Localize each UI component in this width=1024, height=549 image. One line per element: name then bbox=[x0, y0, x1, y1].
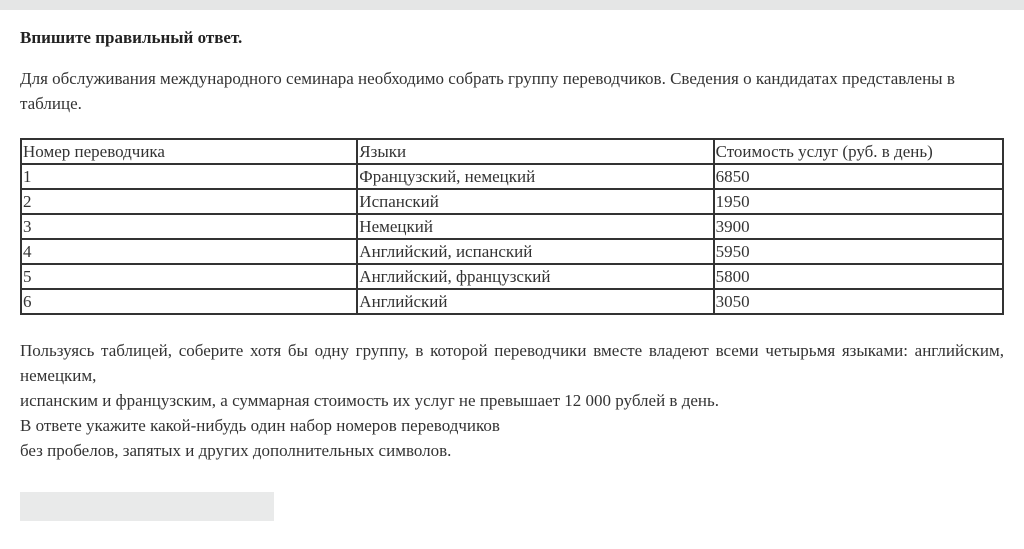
translators-table bbox=[20, 138, 1004, 315]
cell-cost: 3900 bbox=[714, 214, 1003, 239]
cell-number: 1 bbox=[21, 164, 357, 189]
task-line-4: без пробелов, запятых и других дополнительных символов. bbox=[20, 441, 452, 460]
table-row bbox=[21, 214, 1003, 239]
table-row bbox=[21, 264, 1003, 289]
cell-languages: Немецкий bbox=[357, 214, 713, 239]
cell-cost: 3050 bbox=[714, 289, 1003, 314]
answer-input[interactable] bbox=[20, 492, 274, 521]
cell-number: 4 bbox=[21, 239, 357, 264]
header-languages: Языки bbox=[357, 139, 713, 164]
cell-cost: 5800 bbox=[714, 264, 1003, 289]
header-number: Номер переводчика bbox=[21, 139, 357, 164]
cell-number: 2 bbox=[21, 189, 357, 214]
table-header-row bbox=[21, 139, 1003, 164]
cell-cost: 1950 bbox=[714, 189, 1003, 214]
cell-number: 3 bbox=[21, 214, 357, 239]
task-text bbox=[20, 338, 1004, 463]
intro-text: Для обслуживания международного семинара необходимо собрать группу переводчиков. Сведения о кандидатах представлены в таблице. bbox=[20, 69, 955, 113]
top-bar bbox=[0, 0, 1024, 10]
cell-number: 6 bbox=[21, 289, 357, 314]
cell-languages: Французский, немецкий bbox=[357, 164, 713, 189]
cell-cost: 6850 bbox=[714, 164, 1003, 189]
table-row bbox=[21, 189, 1003, 214]
table-row bbox=[21, 239, 1003, 264]
cell-languages: Английский bbox=[357, 289, 713, 314]
table-row bbox=[21, 289, 1003, 314]
cell-number: 5 bbox=[21, 264, 357, 289]
cell-languages: Английский, испанский bbox=[357, 239, 713, 264]
instruction-text: Впишите правильный ответ. bbox=[20, 28, 243, 47]
cell-cost: 5950 bbox=[714, 239, 1003, 264]
task-line-2: испанским и французским, а суммарная стоимость их услуг не превышает 12 000 рублей в день. bbox=[20, 391, 720, 410]
task-line-1: Пользуясь таблицей, соберите хотя бы одну группу, в которой переводчики вместе владеют всеми четырьмя языками: английским, немецким, bbox=[20, 341, 1004, 385]
table-row bbox=[21, 164, 1003, 189]
question-content bbox=[20, 26, 1004, 463]
cell-languages: Испанский bbox=[357, 189, 713, 214]
header-cost: Стоимость услуг (руб. в день) bbox=[714, 139, 1003, 164]
task-line-3: В ответе укажите какой-нибудь один набор номеров переводчиков bbox=[20, 416, 500, 435]
cell-languages: Английский, французский bbox=[357, 264, 713, 289]
